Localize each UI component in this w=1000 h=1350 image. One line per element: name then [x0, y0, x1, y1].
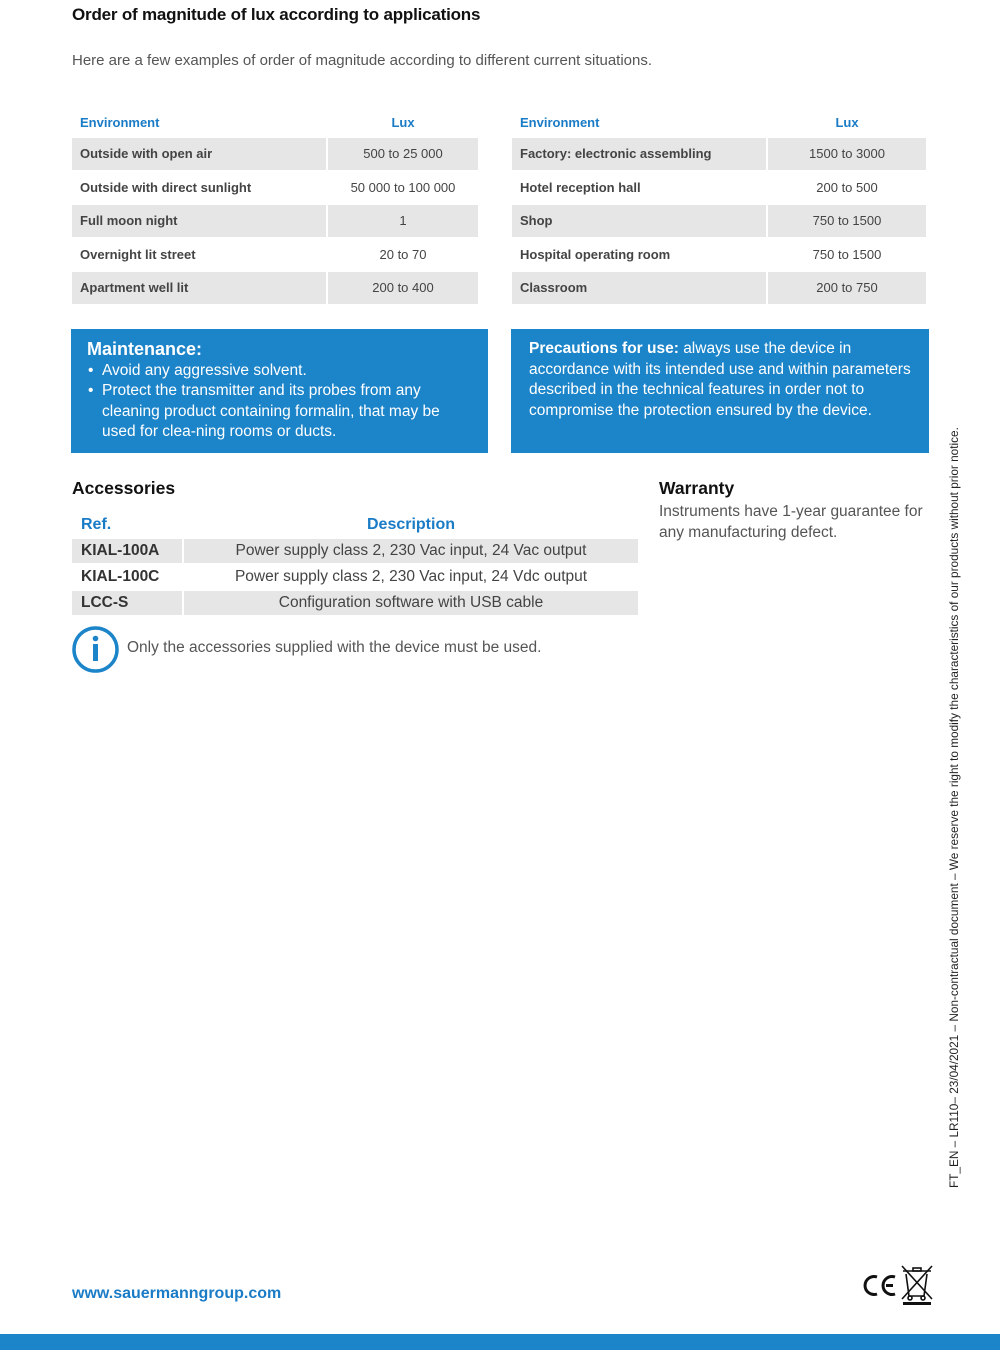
maintenance-list [87, 361, 472, 443]
lux-cell: 750 to 1500 [768, 205, 926, 237]
lux-table-left [70, 106, 480, 306]
list-item: • Protect the transmitter and its probes from any cleaning product containing formalin, that may be used for clea-ning rooms or ducts. [87, 381, 472, 443]
table-row [72, 138, 478, 170]
table-header-row [72, 108, 478, 136]
column-header-lux: Lux [391, 114, 415, 130]
maintenance-title: Maintenance: [87, 339, 203, 359]
info-icon [72, 626, 119, 673]
lux-cell: 750 to 1500 [812, 246, 882, 262]
lux-cell: 200 to 400 [328, 272, 478, 304]
accessories-title: Accessories [72, 478, 176, 498]
environment-cell: Classroom [512, 272, 766, 304]
environment-cell: Factory: electronic assembling [512, 138, 766, 170]
ref-cell: LCC-S [72, 591, 182, 615]
accessories-note: Only the accessories supplied with the device must be used. [127, 639, 542, 656]
ce-mark-icon [865, 1277, 895, 1295]
weee-bar [903, 1302, 931, 1305]
website-link[interactable]: www.sauermanngroup.com [72, 1285, 282, 1302]
table-row [72, 239, 478, 271]
table-row [72, 172, 478, 204]
ref-cell: KIAL-100C [81, 568, 160, 585]
table-row [72, 272, 478, 304]
legal-side-note: FT_EN – LR110– 23/04/2021 – Non-contractual document – We reserve the right to modify the characteristics of our products without prior notice. [947, 427, 961, 1188]
warranty-text: Instruments have 1-year guarantee for any manufacturing defect. [659, 503, 923, 541]
environment-cell: Outside with direct sunlight [80, 179, 252, 195]
page-title: Order of magnitude of lux according to applications [72, 5, 481, 24]
column-header-environment: Environment [520, 114, 600, 130]
description-cell: Power supply class 2, 230 Vac input, 24 Vdc output [234, 568, 588, 585]
lux-cell: 200 to 500 [816, 179, 878, 195]
environment-cell: Overnight lit street [80, 246, 196, 262]
list-item: • Avoid any aggressive solvent. [87, 361, 472, 382]
column-header-environment: Environment [80, 114, 160, 130]
maintenance-box [71, 329, 488, 453]
column-header-ref: Ref. [81, 516, 112, 533]
lux-cell: 50 000 to 100 000 [350, 179, 456, 195]
table-row [512, 272, 926, 304]
lux-table-right [510, 106, 928, 306]
column-header-description: Description [366, 516, 455, 533]
table-row [512, 172, 926, 204]
environment-cell: Full moon night [72, 205, 326, 237]
ref-cell: KIAL-100A [72, 539, 182, 563]
description-cell: Configuration software with USB cable [184, 591, 638, 615]
environment-cell: Hospital operating room [520, 246, 671, 262]
intro-text: Here are a few examples of order of magnitude according to different current situations. [72, 52, 653, 69]
precautions-box [511, 329, 929, 453]
table-header-row [512, 108, 926, 136]
environment-cell: Hotel reception hall [520, 179, 641, 195]
table-row [72, 591, 638, 615]
warranty-title: Warranty [659, 478, 735, 498]
environment-cell: Apartment well lit [72, 272, 326, 304]
table-row [72, 539, 638, 563]
precautions-label: Precautions for use: [529, 340, 679, 357]
certification-marks [858, 1263, 934, 1307]
environment-cell: Outside with open air [72, 138, 326, 170]
lux-cell: 200 to 750 [768, 272, 926, 304]
description-cell: Power supply class 2, 230 Vac input, 24 Vac output [184, 539, 638, 563]
table-row [512, 205, 926, 237]
table-row [512, 138, 926, 170]
lux-cell: 1500 to 3000 [768, 138, 926, 170]
accessories-table [72, 511, 638, 617]
table-row [72, 205, 478, 237]
precautions-text: always use the device in accordance with its intended use and within parameters described in the technical features in order not to compromise the protection ensured by the device. [529, 340, 911, 419]
table-header-row [72, 513, 638, 537]
environment-cell: Shop [512, 205, 766, 237]
lux-cell: 1 [328, 205, 478, 237]
column-header-lux: Lux [835, 114, 859, 130]
table-row [512, 239, 926, 271]
weee-bin-icon [902, 1266, 932, 1300]
footer-bar [0, 1334, 1000, 1350]
lux-cell: 500 to 25 000 [328, 138, 478, 170]
lux-cell: 20 to 70 [379, 246, 427, 262]
table-row [72, 565, 638, 589]
